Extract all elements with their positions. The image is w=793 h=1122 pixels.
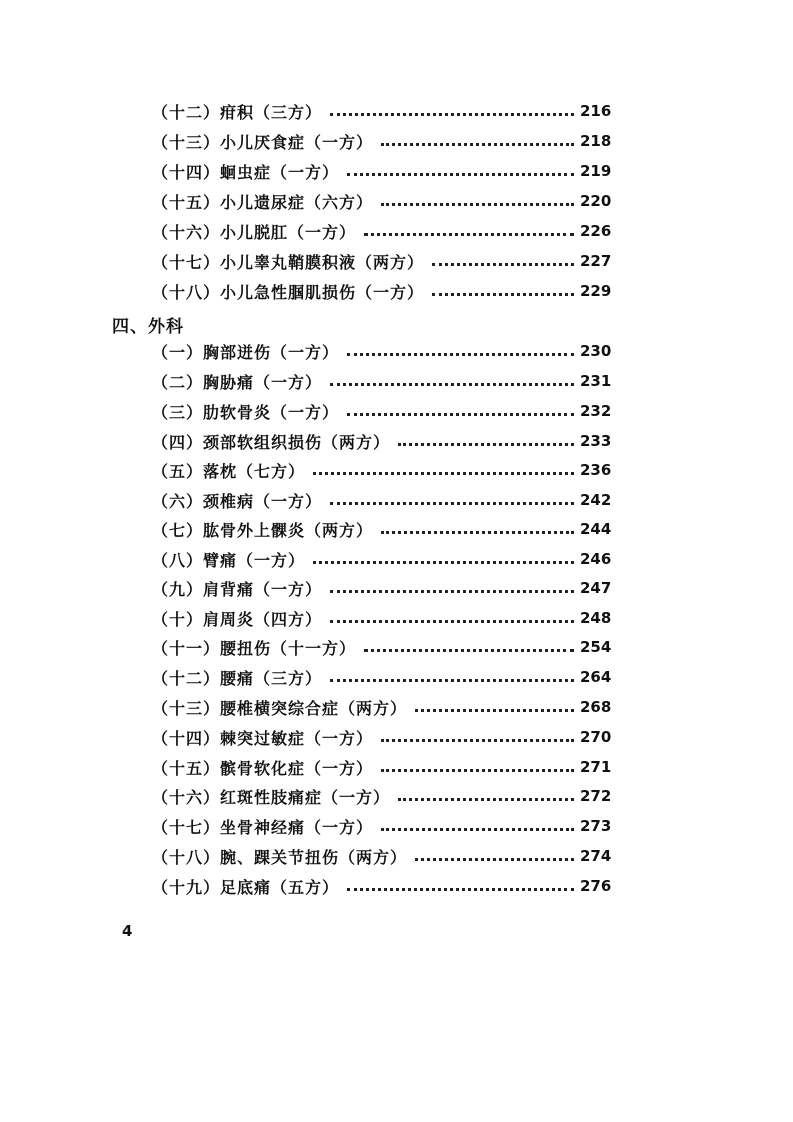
dot-leader (330, 113, 574, 116)
toc-entry-page: 271 (580, 758, 612, 776)
dot-leader (330, 679, 574, 682)
toc-entry-title: （十一）腰扭伤（十一方） (152, 638, 357, 658)
toc-entry-title: （十四）蛔虫症（一方） (152, 162, 340, 182)
toc-entry[interactable] (152, 811, 610, 841)
toc-entry[interactable] (152, 216, 610, 246)
dot-leader (364, 649, 574, 652)
toc-entry[interactable] (152, 781, 610, 811)
toc-entry-page: 219 (580, 162, 612, 180)
toc-entry-title: （三）肋软骨炎（一方） (152, 402, 340, 422)
toc-entry-page: 276 (580, 877, 612, 895)
toc-entry-page: 264 (580, 668, 612, 686)
toc-entry-page: 254 (580, 638, 612, 656)
toc-entry-title: （四）颈部软组织损伤（两方） (152, 432, 391, 452)
dot-leader (313, 472, 574, 475)
toc-entry[interactable] (152, 276, 610, 306)
dot-leader (364, 233, 574, 236)
toc-entry-title: （十）肩周炎（四方） (152, 609, 323, 629)
dot-leader (415, 858, 574, 861)
toc-entry[interactable] (152, 692, 610, 722)
dot-leader (347, 888, 574, 891)
toc-entry[interactable] (152, 156, 610, 186)
toc-entry-page: 230 (580, 342, 612, 360)
dot-leader (381, 203, 574, 206)
dot-leader (398, 443, 574, 446)
dot-leader (381, 143, 574, 146)
toc-entry[interactable] (152, 126, 610, 156)
toc-entry-page: 232 (580, 402, 612, 420)
toc-entry-page: 216 (580, 102, 612, 120)
toc-entry[interactable] (152, 186, 610, 216)
toc-entry-title: （十八）腕、踝关节扭伤（两方） (152, 847, 408, 867)
dot-leader (330, 502, 574, 505)
toc-entry-page: 268 (580, 698, 612, 716)
dot-leader (330, 383, 574, 386)
dot-leader (347, 413, 574, 416)
toc-entry[interactable] (152, 841, 610, 871)
toc-entry[interactable] (152, 426, 610, 456)
dot-leader (330, 590, 574, 593)
toc-entry-page: 231 (580, 372, 612, 390)
toc-entry[interactable] (152, 603, 610, 633)
toc-entry[interactable] (152, 396, 610, 426)
toc-entry[interactable] (152, 662, 610, 692)
toc-entry[interactable] (152, 96, 610, 126)
toc-entry-title: （十九）足底痛（五方） (152, 877, 340, 897)
dot-leader (381, 531, 574, 534)
toc-entry-page: 226 (580, 222, 612, 240)
toc-entry-title: （十五）小儿遗尿症（六方） (152, 192, 374, 212)
toc-entry-page: 233 (580, 432, 612, 450)
toc-entry-page: 229 (580, 282, 612, 300)
toc-entry-title: （五）落枕（七方） (152, 461, 306, 481)
dot-leader (432, 293, 574, 296)
toc-entry[interactable] (152, 514, 610, 544)
toc-entry[interactable] (152, 722, 610, 752)
dot-leader (381, 739, 574, 742)
toc-entry[interactable] (152, 336, 610, 366)
dot-leader (432, 263, 574, 266)
toc-entry-title: （六）颈椎病（一方） (152, 491, 323, 511)
toc-entry-title: （十二）疳积（三方） (152, 102, 323, 122)
toc-entry-title: （二）胸胁痛（一方） (152, 372, 323, 392)
toc-entry[interactable] (152, 544, 610, 574)
page-number: 4 (122, 922, 133, 940)
toc-entry-title: （十六）小儿脱肛（一方） (152, 222, 357, 242)
toc-entry-page: 248 (580, 609, 612, 627)
toc-entry-page: 246 (580, 550, 612, 568)
toc-entry-page: 236 (580, 461, 612, 479)
toc-entry[interactable] (152, 871, 610, 901)
toc-entry-title: （十七）坐骨神经痛（一方） (152, 817, 374, 837)
toc-entry[interactable] (152, 485, 610, 515)
toc-entry-title: （十三）小儿厌食症（一方） (152, 132, 374, 152)
toc-entry-page: 227 (580, 252, 612, 270)
toc-entry[interactable] (152, 455, 610, 485)
toc-entry-page: 220 (580, 192, 612, 210)
dot-leader (381, 828, 574, 831)
toc-entry[interactable] (152, 573, 610, 603)
dot-leader (330, 620, 574, 623)
toc-entry-title: （十六）红斑性肢痛症（一方） (152, 787, 391, 807)
toc-entry-title: （十四）棘突过敏症（一方） (152, 728, 374, 748)
dot-leader (415, 709, 574, 712)
dot-leader (347, 173, 574, 176)
toc-entry-page: 244 (580, 520, 612, 538)
toc-entry-page: 218 (580, 132, 612, 150)
dot-leader (398, 798, 574, 801)
toc-entry-page: 274 (580, 847, 612, 865)
toc-entry[interactable] (152, 752, 610, 782)
toc-entry-title: （九）肩背痛（一方） (152, 579, 323, 599)
toc-entry[interactable] (152, 366, 610, 396)
dot-leader (347, 353, 574, 356)
toc-entry-page: 247 (580, 579, 612, 597)
dot-leader (381, 769, 574, 772)
toc-entry-page: 273 (580, 817, 612, 835)
toc-entry-title: （十二）腰痛（三方） (152, 668, 323, 688)
toc-entry[interactable] (152, 246, 610, 276)
toc-entry-title: （十八）小儿急性腘肌损伤（一方） (152, 282, 425, 302)
toc-entry[interactable] (152, 632, 610, 662)
dot-leader (313, 561, 574, 564)
toc-entry-title: （一）胸部迸伤（一方） (152, 342, 340, 362)
section-heading: 四、外科 (112, 316, 184, 337)
toc-entry-page: 272 (580, 787, 612, 805)
toc-entry-title: （十七）小儿睾丸鞘膜积液（两方） (152, 252, 425, 272)
toc-entry-title: （八）臂痛（一方） (152, 550, 306, 570)
toc-entry-page: 270 (580, 728, 612, 746)
toc-entry-title: （七）肱骨外上髁炎（两方） (152, 520, 374, 540)
toc-entry-title: （十三）腰椎横突综合症（两方） (152, 698, 408, 718)
toc-entry-page: 242 (580, 491, 612, 509)
toc-entry-title: （十五）髌骨软化症（一方） (152, 758, 374, 778)
